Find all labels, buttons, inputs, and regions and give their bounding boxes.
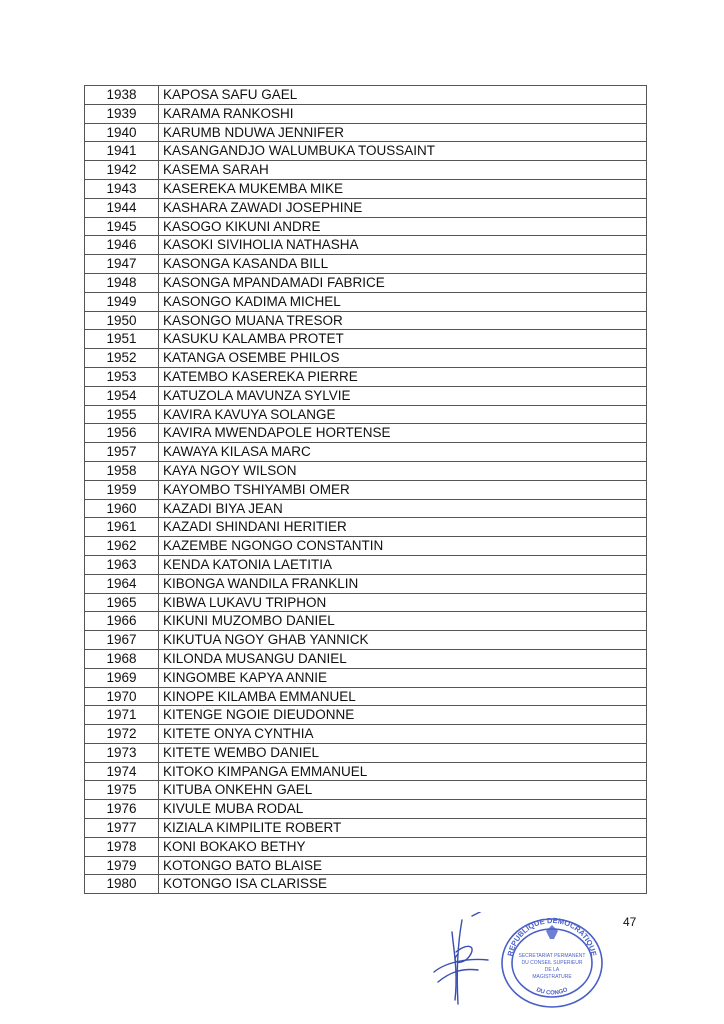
person-name: KASEREKA MUKEMBA MIKE (159, 179, 647, 198)
row-number: 1968 (85, 649, 159, 668)
row-number: 1964 (85, 574, 159, 593)
person-name: KAZADI SHINDANI HERITIER (159, 518, 647, 537)
names-table (84, 85, 647, 894)
person-name: KAVIRA KAVUYA SOLANGE (159, 405, 647, 424)
table-row (85, 612, 647, 631)
person-name: KAVIRA MWENDAPOLE HORTENSE (159, 424, 647, 443)
table-row (85, 537, 647, 556)
table-row (85, 292, 647, 311)
person-name: KARAMA RANKOSHI (159, 104, 647, 123)
row-number: 1949 (85, 292, 159, 311)
person-name: KASANGANDJO WALUMBUKA TOUSSAINT (159, 142, 647, 161)
person-name: KATANGA OSEMBE PHILOS (159, 349, 647, 368)
table-row (85, 743, 647, 762)
person-name: KONI BOKAKO BETHY (159, 837, 647, 856)
table-row (85, 837, 647, 856)
row-number: 1965 (85, 593, 159, 612)
row-number: 1967 (85, 631, 159, 650)
row-number: 1953 (85, 367, 159, 386)
person-name: KASEMA SARAH (159, 161, 647, 180)
row-number: 1941 (85, 142, 159, 161)
table-row (85, 198, 647, 217)
table-row (85, 800, 647, 819)
person-name: KILONDA MUSANGU DANIEL (159, 649, 647, 668)
row-number: 1955 (85, 405, 159, 424)
row-number: 1954 (85, 386, 159, 405)
person-name: KITOKO KIMPANGA EMMANUEL (159, 762, 647, 781)
person-name: KATEMBO KASEREKA PIERRE (159, 367, 647, 386)
person-name: KENDA KATONIA LAETITIA (159, 555, 647, 574)
table-row (85, 386, 647, 405)
person-name: KIBWA LUKAVU TRIPHON (159, 593, 647, 612)
handwritten-signature (428, 912, 492, 1008)
table-row (85, 123, 647, 142)
row-number: 1952 (85, 349, 159, 368)
row-number: 1959 (85, 480, 159, 499)
table-row (85, 367, 647, 386)
table-row (85, 104, 647, 123)
row-number: 1972 (85, 725, 159, 744)
row-number: 1975 (85, 781, 159, 800)
table-row (85, 593, 647, 612)
row-number: 1970 (85, 687, 159, 706)
table-row (85, 518, 647, 537)
row-number: 1977 (85, 819, 159, 838)
row-number: 1980 (85, 875, 159, 894)
person-name: KITETE ONYA CYNTHIA (159, 725, 647, 744)
person-name: KASHARA ZAWADI JOSEPHINE (159, 198, 647, 217)
person-name: KAYA NGOY WILSON (159, 461, 647, 480)
person-name: KINGOMBE KAPYA ANNIE (159, 668, 647, 687)
row-number: 1957 (85, 443, 159, 462)
person-name: KASUKU KALAMBA PROTET (159, 330, 647, 349)
row-number: 1962 (85, 537, 159, 556)
table-row (85, 161, 647, 180)
row-number: 1979 (85, 856, 159, 875)
person-name: KASOGO KIKUNI ANDRE (159, 217, 647, 236)
table-row (85, 631, 647, 650)
person-name: KAZADI BIYA JEAN (159, 499, 647, 518)
row-number: 1944 (85, 198, 159, 217)
person-name: KASONGO MUANA TRESOR (159, 311, 647, 330)
row-number: 1945 (85, 217, 159, 236)
seal-line-2: DU CONSEIL SUPERIEUR (521, 960, 583, 966)
row-number: 1978 (85, 837, 159, 856)
table-row (85, 706, 647, 725)
row-number: 1973 (85, 743, 159, 762)
table-row (85, 405, 647, 424)
row-number: 1951 (85, 330, 159, 349)
table-row (85, 649, 647, 668)
row-number: 1971 (85, 706, 159, 725)
table-row (85, 255, 647, 274)
person-name: KARUMB NDUWA JENNIFER (159, 123, 647, 142)
person-name: KITENGE NGOIE DIEUDONNE (159, 706, 647, 725)
table-row (85, 179, 647, 198)
row-number: 1946 (85, 236, 159, 255)
table-row (85, 687, 647, 706)
table-row (85, 443, 647, 462)
seal-outer-text: REPUBLIQUE DEMOCRATIQUE (505, 915, 599, 958)
person-name: KIZIALA KIMPILITE ROBERT (159, 819, 647, 838)
names-table-body (85, 86, 647, 894)
person-name: KIKUTUA NGOY GHAB YANNICK (159, 631, 647, 650)
table-row (85, 330, 647, 349)
table-row (85, 819, 647, 838)
table-row (85, 574, 647, 593)
table-row (85, 725, 647, 744)
row-number: 1942 (85, 161, 159, 180)
row-number: 1940 (85, 123, 159, 142)
row-number: 1963 (85, 555, 159, 574)
seal-bottom-text: DU CONGO (535, 987, 569, 997)
row-number: 1947 (85, 255, 159, 274)
row-number: 1948 (85, 273, 159, 292)
person-name: KIBONGA WANDILA FRANKLIN (159, 574, 647, 593)
table-row (85, 875, 647, 894)
seal-line-3: DE LA (544, 967, 560, 973)
row-number: 1950 (85, 311, 159, 330)
table-row (85, 142, 647, 161)
person-name: KOTONGO BATO BLAISE (159, 856, 647, 875)
table-row (85, 311, 647, 330)
table-row (85, 461, 647, 480)
row-number: 1969 (85, 668, 159, 687)
person-name: KASONGA MPANDAMADI FABRICE (159, 273, 647, 292)
table-row (85, 762, 647, 781)
person-name: KOTONGO ISA CLARISSE (159, 875, 647, 894)
row-number: 1976 (85, 800, 159, 819)
row-number: 1938 (85, 86, 159, 105)
table-row (85, 856, 647, 875)
person-name: KATUZOLA MAVUNZA SYLVIE (159, 386, 647, 405)
table-row (85, 499, 647, 518)
row-number: 1961 (85, 518, 159, 537)
person-name: KASONGA KASANDA BILL (159, 255, 647, 274)
person-name: KIKUNI MUZOMBO DANIEL (159, 612, 647, 631)
official-seal (496, 913, 608, 1009)
row-number: 1943 (85, 179, 159, 198)
table-row (85, 86, 647, 105)
person-name: KINOPE KILAMBA EMMANUEL (159, 687, 647, 706)
person-name: KITETE WEMBO DANIEL (159, 743, 647, 762)
table-row (85, 273, 647, 292)
row-number: 1960 (85, 499, 159, 518)
table-row (85, 424, 647, 443)
row-number: 1939 (85, 104, 159, 123)
person-name: KASOKI SIVIHOLIA NATHASHA (159, 236, 647, 255)
table-row (85, 217, 647, 236)
person-name: KASONGO KADIMA MICHEL (159, 292, 647, 311)
person-name: KAYOMBO TSHIYAMBI OMER (159, 480, 647, 499)
person-name: KITUBA ONKEHN GAEL (159, 781, 647, 800)
person-name: KAPOSA SAFU GAEL (159, 86, 647, 105)
table-row (85, 349, 647, 368)
table-row (85, 555, 647, 574)
table-row (85, 236, 647, 255)
table-row (85, 480, 647, 499)
seal-line-4: MAGISTRATURE (532, 974, 572, 980)
person-name: KIVULE MUBA RODAL (159, 800, 647, 819)
page-number: 47 (623, 915, 637, 929)
person-name: KAWAYA KILASA MARC (159, 443, 647, 462)
row-number: 1974 (85, 762, 159, 781)
person-name: KAZEMBE NGONGO CONSTANTIN (159, 537, 647, 556)
row-number: 1966 (85, 612, 159, 631)
table-row (85, 668, 647, 687)
row-number: 1956 (85, 424, 159, 443)
row-number: 1958 (85, 461, 159, 480)
seal-line-1: SECRETARIAT PERMANENT (518, 953, 586, 959)
table-row (85, 781, 647, 800)
